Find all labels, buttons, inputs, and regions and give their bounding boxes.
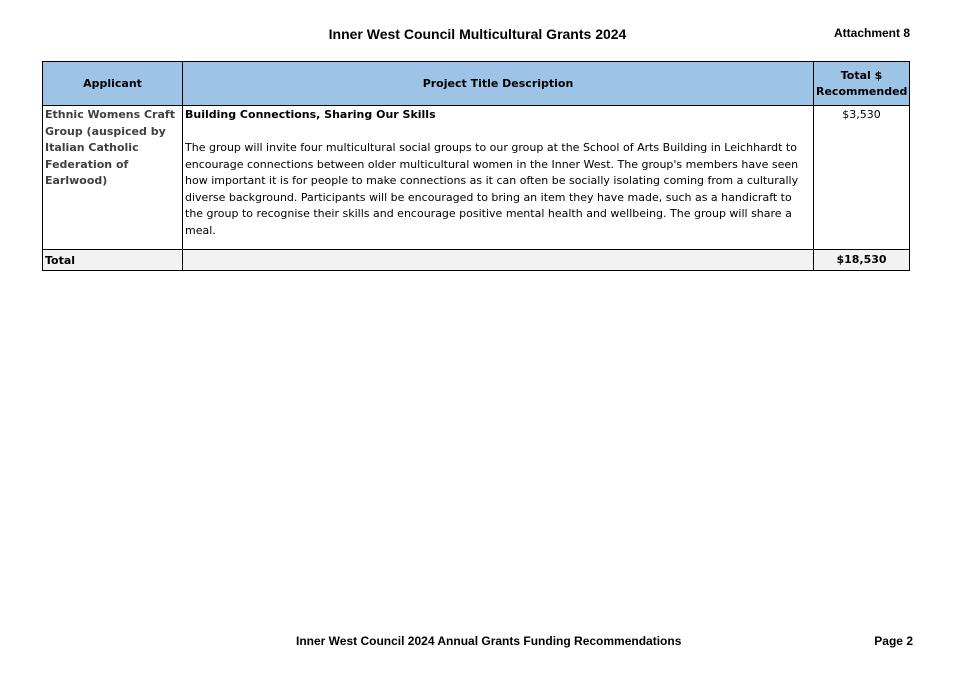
project-description: The group will invite four multicultural social groups to our group at the School of Arts Building in Leichhardt to encourage connections between older multicultural women in the Inner West. The group's members have seen how important it is for people to make connections as it can often be socially isolating coming from a culturally diverse background. Participants will be encouraged to bring an item they have made, such as a handicraft to the group to recognise their skills and encourage positive mental health and wellbeing. The group will share a meal. bbox=[185, 141, 799, 237]
document-title: Inner West Council Multicultural Grants 2024 bbox=[328, 26, 627, 42]
table-header-row bbox=[43, 62, 910, 106]
total-amount: $18,530 bbox=[814, 250, 910, 271]
attachment-label: Attachment 8 bbox=[833, 26, 910, 40]
project-title: Building Connections, Sharing Our Skills bbox=[185, 108, 436, 121]
table-row bbox=[43, 106, 910, 250]
header-total bbox=[814, 62, 910, 106]
header-total-line2: Recommended bbox=[816, 84, 908, 98]
amount-cell: $3,530 bbox=[814, 106, 910, 250]
total-label: Total bbox=[43, 250, 183, 271]
page-number: Page 2 bbox=[874, 634, 913, 648]
header-project: Project Title Description bbox=[183, 62, 814, 106]
grants-table bbox=[42, 61, 910, 271]
applicant-cell: Ethnic Womens Craft Group (auspiced by Italian Catholic Federation of Earlwood) bbox=[43, 106, 183, 250]
footer-text: Inner West Council 2024 Annual Grants Funding Recommendations bbox=[296, 634, 682, 648]
total-row bbox=[43, 250, 910, 271]
header-applicant: Applicant bbox=[43, 62, 183, 106]
total-empty-cell bbox=[183, 250, 814, 271]
header-total-line1: Total $ bbox=[840, 68, 883, 82]
project-cell bbox=[183, 106, 814, 250]
